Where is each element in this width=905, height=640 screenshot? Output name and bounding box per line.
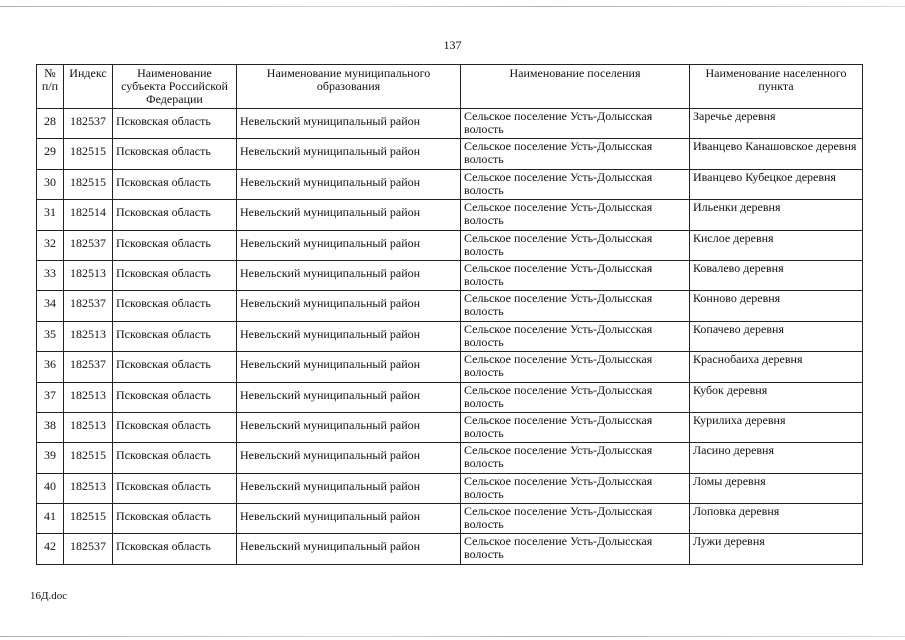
cell-num: 42 [37,534,64,564]
cell-num: 34 [37,291,64,321]
table-row [37,473,863,503]
cell-index: 182513 [64,382,113,412]
cell-settlement: Сельское поселение Усть-Долысская волость [461,260,690,290]
cell-index: 182537 [64,534,113,564]
cell-num: 30 [37,169,64,199]
scan-edge-bottom [0,636,905,637]
cell-subject: Псковская область [113,291,237,321]
table-header-row [37,65,863,109]
cell-subject: Псковская область [113,534,237,564]
cell-index: 182513 [64,473,113,503]
cell-locality: Ковалево деревня [690,260,863,290]
cell-subject: Псковская область [113,260,237,290]
cell-subject: Псковская область [113,139,237,169]
cell-settlement: Сельское поселение Усть-Долысская волость [461,412,690,442]
scan-edge-top [0,6,905,7]
cell-settlement: Сельское поселение Усть-Долысская волость [461,230,690,260]
cell-municipality: Невельский муниципальный район [237,200,461,230]
cell-num: 29 [37,139,64,169]
cell-settlement: Сельское поселение Усть-Долысская волость [461,291,690,321]
cell-num: 35 [37,321,64,351]
cell-municipality: Невельский муниципальный район [237,534,461,564]
cell-locality: Краснобаиха деревня [690,352,863,382]
cell-index: 182513 [64,321,113,351]
cell-locality: Ильенки деревня [690,200,863,230]
table-row [37,504,863,534]
table-row [37,109,863,139]
table-row [37,291,863,321]
cell-settlement: Сельское поселение Усть-Долысская волость [461,382,690,412]
cell-num: 37 [37,382,64,412]
cell-index: 182514 [64,200,113,230]
cell-settlement: Сельское поселение Усть-Долысская волость [461,352,690,382]
cell-municipality: Невельский муниципальный район [237,230,461,260]
cell-subject: Псковская область [113,321,237,351]
cell-num: 40 [37,473,64,503]
cell-index: 182537 [64,230,113,260]
cell-subject: Псковская область [113,412,237,442]
table-row [37,443,863,473]
table-row [37,321,863,351]
cell-settlement: Сельское поселение Усть-Долысская волость [461,109,690,139]
cell-index: 182515 [64,139,113,169]
page-number: 137 [443,38,462,52]
header-locality: Наименование населенного пункта [690,65,863,109]
cell-municipality: Невельский муниципальный район [237,321,461,351]
cell-settlement: Сельское поселение Усть-Долысская волость [461,473,690,503]
table-row [37,139,863,169]
cell-locality: Ломы деревня [690,473,863,503]
table-row [37,412,863,442]
cell-locality: Заречье деревня [690,109,863,139]
cell-settlement: Сельское поселение Усть-Долысская волость [461,504,690,534]
cell-municipality: Невельский муниципальный район [237,504,461,534]
cell-index: 182515 [64,504,113,534]
cell-municipality: Невельский муниципальный район [237,473,461,503]
cell-index: 182515 [64,169,113,199]
cell-num: 33 [37,260,64,290]
table-row [37,260,863,290]
cell-settlement: Сельское поселение Усть-Долысская волость [461,443,690,473]
cell-locality: Лужи деревня [690,534,863,564]
cell-subject: Псковская область [113,352,237,382]
table-row [37,534,863,564]
header-settlement: Наименование поселения [461,65,690,109]
cell-subject: Псковская область [113,473,237,503]
cell-settlement: Сельское поселение Усть-Долысская волость [461,321,690,351]
cell-locality: Кубок деревня [690,382,863,412]
cell-municipality: Невельский муниципальный район [237,412,461,442]
cell-num: 32 [37,230,64,260]
cell-municipality: Невельский муниципальный район [237,169,461,199]
table-body [37,109,863,565]
cell-index: 182513 [64,260,113,290]
footer-file-name: 16Д.doc [30,590,68,602]
cell-index: 182515 [64,443,113,473]
cell-num: 36 [37,352,64,382]
header-subject: Наименование субъекта Российской Федерации [113,65,237,109]
cell-settlement: Сельское поселение Усть-Долысская волость [461,139,690,169]
cell-index: 182537 [64,109,113,139]
cell-locality: Иванцево Кубецкое деревня [690,169,863,199]
cell-index: 182537 [64,291,113,321]
cell-subject: Псковская область [113,382,237,412]
cell-municipality: Невельский муниципальный район [237,443,461,473]
cell-locality: Курилиха деревня [690,412,863,442]
cell-locality: Ласино деревня [690,443,863,473]
cell-municipality: Невельский муниципальный район [237,260,461,290]
header-index: Индекс [64,65,113,109]
cell-subject: Псковская область [113,230,237,260]
cell-settlement: Сельское поселение Усть-Долысская волость [461,200,690,230]
cell-index: 182537 [64,352,113,382]
cell-subject: Псковская область [113,169,237,199]
header-num: № п/п [37,65,64,109]
cell-municipality: Невельский муниципальный район [237,291,461,321]
localities-table [36,64,863,565]
table-row [37,200,863,230]
cell-index: 182513 [64,412,113,442]
cell-subject: Псковская область [113,443,237,473]
cell-municipality: Невельский муниципальный район [237,382,461,412]
cell-locality: Кислое деревня [690,230,863,260]
cell-locality: Лоповка деревня [690,504,863,534]
header-municipality: Наименование муниципального образования [237,65,461,109]
cell-num: 38 [37,412,64,442]
cell-locality: Копачево деревня [690,321,863,351]
table-row [37,382,863,412]
cell-settlement: Сельское поселение Усть-Долысская волость [461,534,690,564]
cell-locality: Иванцево Канашовское деревня [690,139,863,169]
cell-municipality: Невельский муниципальный район [237,139,461,169]
table-row [37,230,863,260]
cell-num: 31 [37,200,64,230]
cell-subject: Псковская область [113,109,237,139]
cell-subject: Псковская область [113,200,237,230]
cell-municipality: Невельский муниципальный район [237,109,461,139]
cell-municipality: Невельский муниципальный район [237,352,461,382]
cell-num: 41 [37,504,64,534]
cell-num: 28 [37,109,64,139]
table-row [37,169,863,199]
cell-num: 39 [37,443,64,473]
cell-subject: Псковская область [113,504,237,534]
cell-settlement: Сельское поселение Усть-Долысская волость [461,169,690,199]
cell-locality: Конново деревня [690,291,863,321]
table-row [37,352,863,382]
